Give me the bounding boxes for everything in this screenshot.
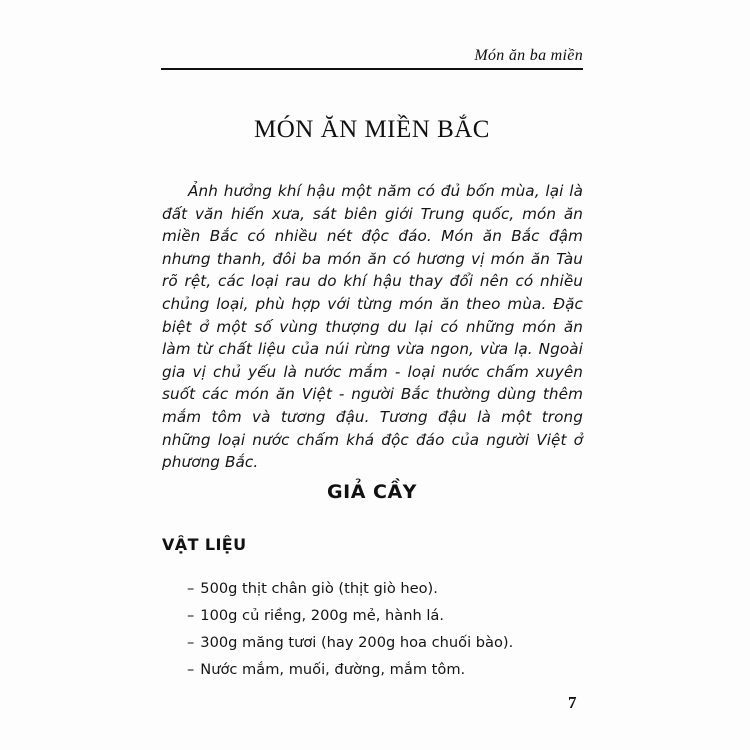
ingredient-text: 100g củ riềng, 200g mẻ, hành lá. xyxy=(200,607,444,624)
running-header xyxy=(161,40,583,70)
ingredient-text: Nước mắm, muối, đường, mắm tôm. xyxy=(200,661,466,678)
ingredients-list xyxy=(187,575,513,683)
ingredient-item xyxy=(187,656,513,683)
dash-bullet: – xyxy=(187,661,195,678)
dash-bullet: – xyxy=(187,607,195,624)
dash-bullet: – xyxy=(187,580,195,597)
running-header-title: Món ăn ba miền xyxy=(474,47,583,64)
ingredient-text: 300g măng tươi (hay 200g hoa chuối bào). xyxy=(200,634,514,651)
ingredients-heading: VẬT LIỆU xyxy=(162,535,247,554)
ingredient-item xyxy=(187,602,513,629)
ingredient-text: 500g thịt chân giò (thịt giò heo). xyxy=(200,580,438,597)
page-number: 7 xyxy=(568,693,577,712)
chapter-title: MÓN ĂN MIỀN BẮC xyxy=(254,116,490,143)
recipe-title: GIẢ CẦY xyxy=(327,481,417,503)
ingredient-item xyxy=(187,629,513,656)
ingredient-item xyxy=(187,575,513,602)
dash-bullet: – xyxy=(187,634,195,651)
intro-paragraph: Ảnh hưởng khí hậu một năm có đủ bốn mùa, lại là đất văn hiến xưa, sát biên giới Trung quốc, món ăn miền Bắc có nhiều nét độc đáo. Món ăn Bắc đậm nhưng thanh, đôi ba món ăn có hương vị món ăn Tàu rõ rệt, các loại rau do khí hậu thay đổi nên có nhiều chủng loại, phù hợp với từng món ăn theo mùa. Đặc biệt ở một số vùng thượng du lại có những món ăn làm từ chất liệu của núi rừng vừa ngon, vừa lạ. Ngoài gia vị chủ yếu là nước mắm - loại nước chấm xuyên suốt các món ăn Việt - người Bắc thường dùng thêm mắm tôm và tương đậu. Tương đậu là một trong những loại nước chấm khá độc đáo của người Việt ở phương Bắc. xyxy=(162,182,583,472)
